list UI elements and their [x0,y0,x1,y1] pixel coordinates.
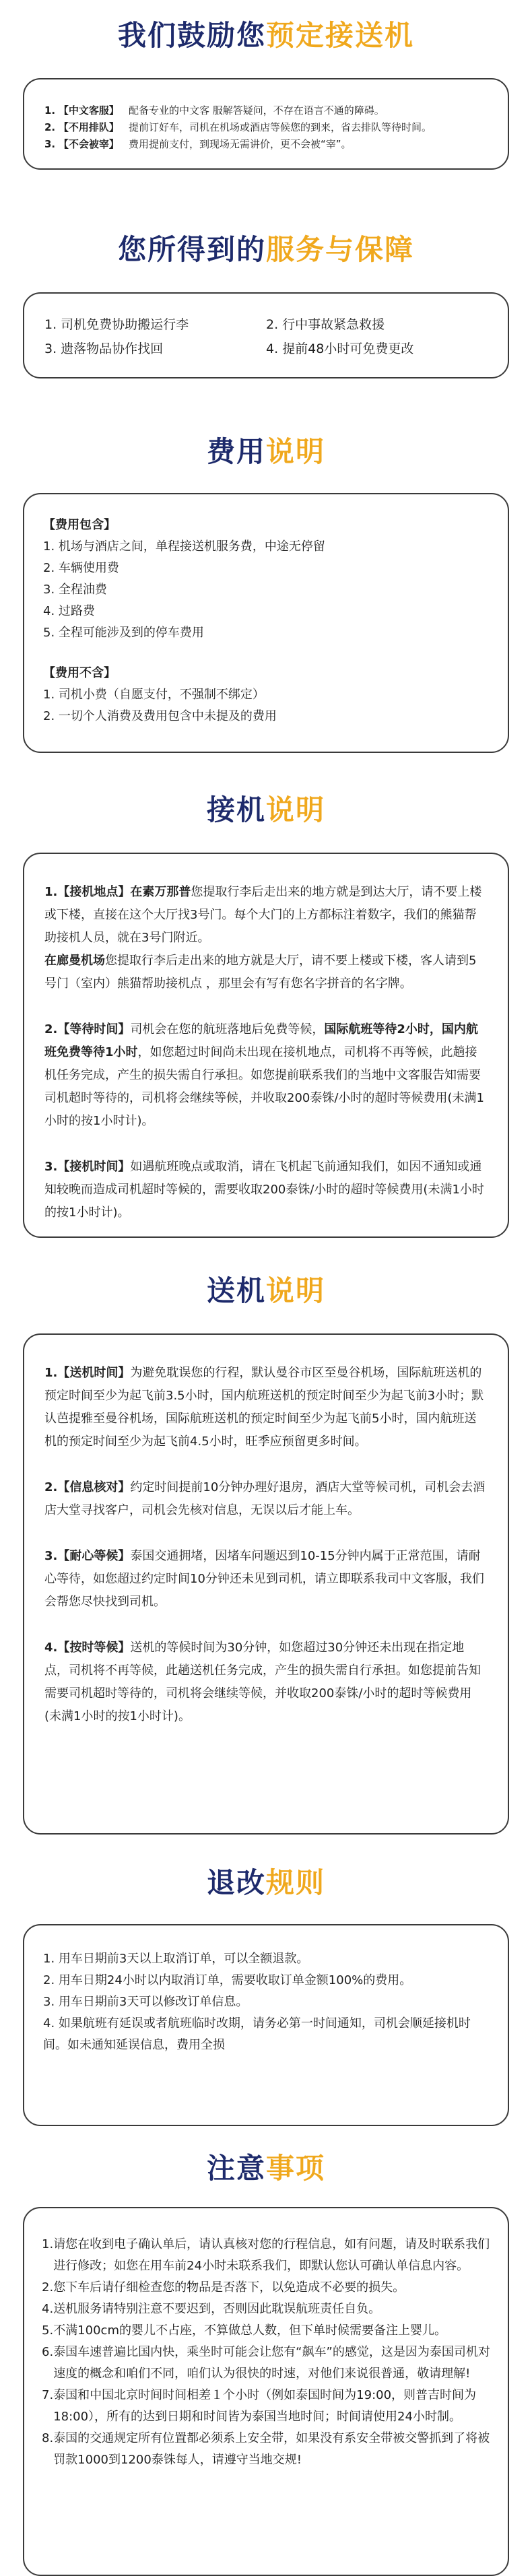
section-service [0,180,532,408]
list-item: 1. 机场与酒店之间，单程接送机服务费，中途无停留 [43,539,325,554]
notes-card [23,2207,509,2576]
fee-exclude-title: 【费用不含】 [43,666,116,681]
title-gold: 说明 [266,793,326,826]
section-title [0,0,532,53]
title-dark: 费用 [206,435,266,468]
dropoff-card [23,1333,509,1835]
pickup-wait: 2.【等待时间】司机会在您的航班落地后免费等候，国际航班等待2小时，国内航班免费等待1小时，如您超过时间尚未出现在接机地点，司机将不再等候，此趟接机任务完成，产生的损失需自行承担。如您提前联系我们的当地中文客服告知需要司机超时等待的，司机将会继续等候，并收取200泰铢/小时的超时等候费用(未满1小时的按1小时计)。 [44,1022,484,1129]
title-gold: 说明 [266,1274,326,1307]
service-card [23,292,509,378]
list-item: 1. 【中文客服】 配备专业的中文客 服解答疑问，不存在语言不通的障碍。 [44,104,385,117]
list-item: 2. 车辆使用费 [43,561,119,576]
list-item: 2. 一切个人消费及费用包含中未提及的费用 [43,709,277,724]
title-gold: 规则 [266,1866,326,1899]
list-item: 5. 全程可能涉及到的停车费用 [43,626,204,640]
title-dark: 注意 [206,2152,266,2185]
section-title [0,408,532,469]
service-item: 1. 司机免费协助搬运行李 [44,317,189,333]
list-item: 1. 请您在收到电子确认单后，请认真核对您的行程信息，如有问题，请及时联系我们进行修改；如您在用车前24小时未联系我们，即默认您认可确认单信息内容。 [42,2237,490,2274]
service-item: 4. 提前48小时可免费更改 [266,341,414,357]
section-notes [0,2133,532,2548]
section-encourage [0,0,532,180]
list-item: 3. 用车日期前3天可以修改订单信息。 [43,1995,248,2010]
list-item: 4. 过路费 [43,604,95,619]
section-title [0,1243,532,1308]
list-item: 1. 司机小费（自愿支付，不强制不绑定） [43,688,265,702]
refund-card [23,1924,509,2126]
encourage-card [23,78,509,170]
title-gold: 预定接送机 [266,19,415,52]
section-pickup [0,760,532,1243]
dropoff-patience: 3.【耐心等候】泰国交通拥堵，因堵车问题迟到10-15分钟内属于正常范围，请耐心等待，如您超过约定时间10分钟还未见到司机，请立即联系我司中文客服，我们会帮您尽快找到司机。 [44,1549,484,1610]
title-gold: 说明 [266,435,326,468]
list-item: 2. 【不用排队】 提前订好车，司机在机场或酒店等候您的到来，省去排队等待时间。 [44,121,432,134]
section-title [0,2133,532,2185]
service-item: 2. 行中事故紧急救援 [266,317,385,333]
list-item: 4. 如果航班有延误或者航班临时改期，请务必第一时间通知，司机会顺延接机时间。如未通知延误信息，费用全损 [43,2016,471,2053]
pickup-location: 1.【接机地点】在素万那普您提取行李后走出来的地方就是到达大厅，请不要上楼或下楼，直接在这个大厅找3号门。每个大门的上方都标注着数字，我们的熊猫帮助接机人员，就在3号门附近。 在廊曼机场您提取行李后走出来的地方就是大厅，请不要上楼或下楼，客人请到5号门（室内）熊猫帮助接机点 ，那里会有写有您名字拼音的名字牌。 [44,885,482,991]
section-title [0,1839,532,1900]
pickup-card [23,853,509,1238]
list-item: 3. 全程油费 [43,583,107,597]
list-item: 2. 用车日期24小时以内取消订单，需要收取订单金额100%的费用。 [43,1973,412,1988]
title-gold: 服务与保障 [266,233,415,266]
title-dark: 接机 [206,793,266,826]
list-item: 7. 泰国和中国北京时间时间相差１个小时（例如泰国时间为19:00，则普吉时间为18:00），所有的达到日期和时间皆为泰国当地时间；时间请使用24小时制。 [42,2388,477,2424]
list-item: 4. 送机服务请特别注意不要迟到，否则因此耽误航班责任自负。 [42,2302,381,2317]
title-dark: 送机 [206,1274,266,1307]
section-refund [0,1839,532,2133]
list-item: 5. 不满100cm的婴儿不占座，不算做总人数，但下单时候需要备注上婴儿。 [42,2323,446,2338]
dropoff-wait: 4.【按时等候】送机的等候时间为30分钟，如您超过30分钟还未出现在指定地点，司机将不再等候，此趟送机任务完成，产生的损失需自行承担。如您提前告知需要司机超时等待的，司机将会继续等候，并收取200泰铢/小时的超时等候费用(未满1小时的按1小时计)。 [44,1641,481,1724]
pickup-time: 3.【接机时间】如遇航班晚点或取消，请在飞机起飞前通知我们，如因不通知或通知较晚而造成司机超时等候的，需要收取200泰铢/小时的超时等候费用(未满1小时的按1小时计)。 [44,1160,484,1220]
list-item: 8. 泰国的交通规定所有位置都必须系上安全带，如果没有系安全带被交警抓到了将被罚款1000到1200泰铢每人，请遵守当地交规! [42,2431,490,2468]
service-item: 3. 遗落物品协作找回 [44,341,164,357]
list-item: 6. 泰国车速普遍比国内快，乘坐时可能会让您有“飙车”的感觉，这是因为泰国司机对速度的概念和咱们不同，咱们认为很快的时速，对他们来说很普通，敬请理解! [42,2345,490,2381]
title-dark: 您所得到的 [117,233,266,266]
fees-card [23,493,509,753]
section-title [0,180,532,267]
title-dark: 我们鼓励您 [117,19,266,52]
dropoff-check: 2.【信息核对】约定时间提前10分钟办理好退房，酒店大堂等候司机，司机会去酒店大堂寻找客户，司机会先核对信息，无误以后才能上车。 [44,1480,486,1518]
list-item: 2. 您下车后请仔细检查您的物品是否落下，以免造成不必要的损失。 [42,2280,405,2295]
section-dropoff [0,1243,532,1839]
list-item: 3. 【不会被宰】 费用提前支付，到现场无需讲价，更不会被“宰”。 [44,138,352,151]
title-gold: 事项 [266,2152,326,2185]
section-fees [0,408,532,760]
title-dark: 退改 [206,1866,266,1899]
list-item: 1. 用车日期前3天以上取消订单，可以全额退款。 [43,1952,309,1967]
fee-include-title: 【费用包含】 [43,518,116,533]
section-title [0,760,532,827]
dropoff-time: 1.【送机时间】为避免耽误您的行程，默认曼谷市区至曼谷机场，国际航班送机的预定时间至少为起飞前3.5小时，国内航班送机的预定时间至少为起飞前3小时；默认芭提雅至曼谷机场，国际航班送机的预定时间至少为起飞前5小时，国内航班送机的预定时间至少为起飞前4.5小时，旺季应预留更多时间。 [44,1366,484,1449]
